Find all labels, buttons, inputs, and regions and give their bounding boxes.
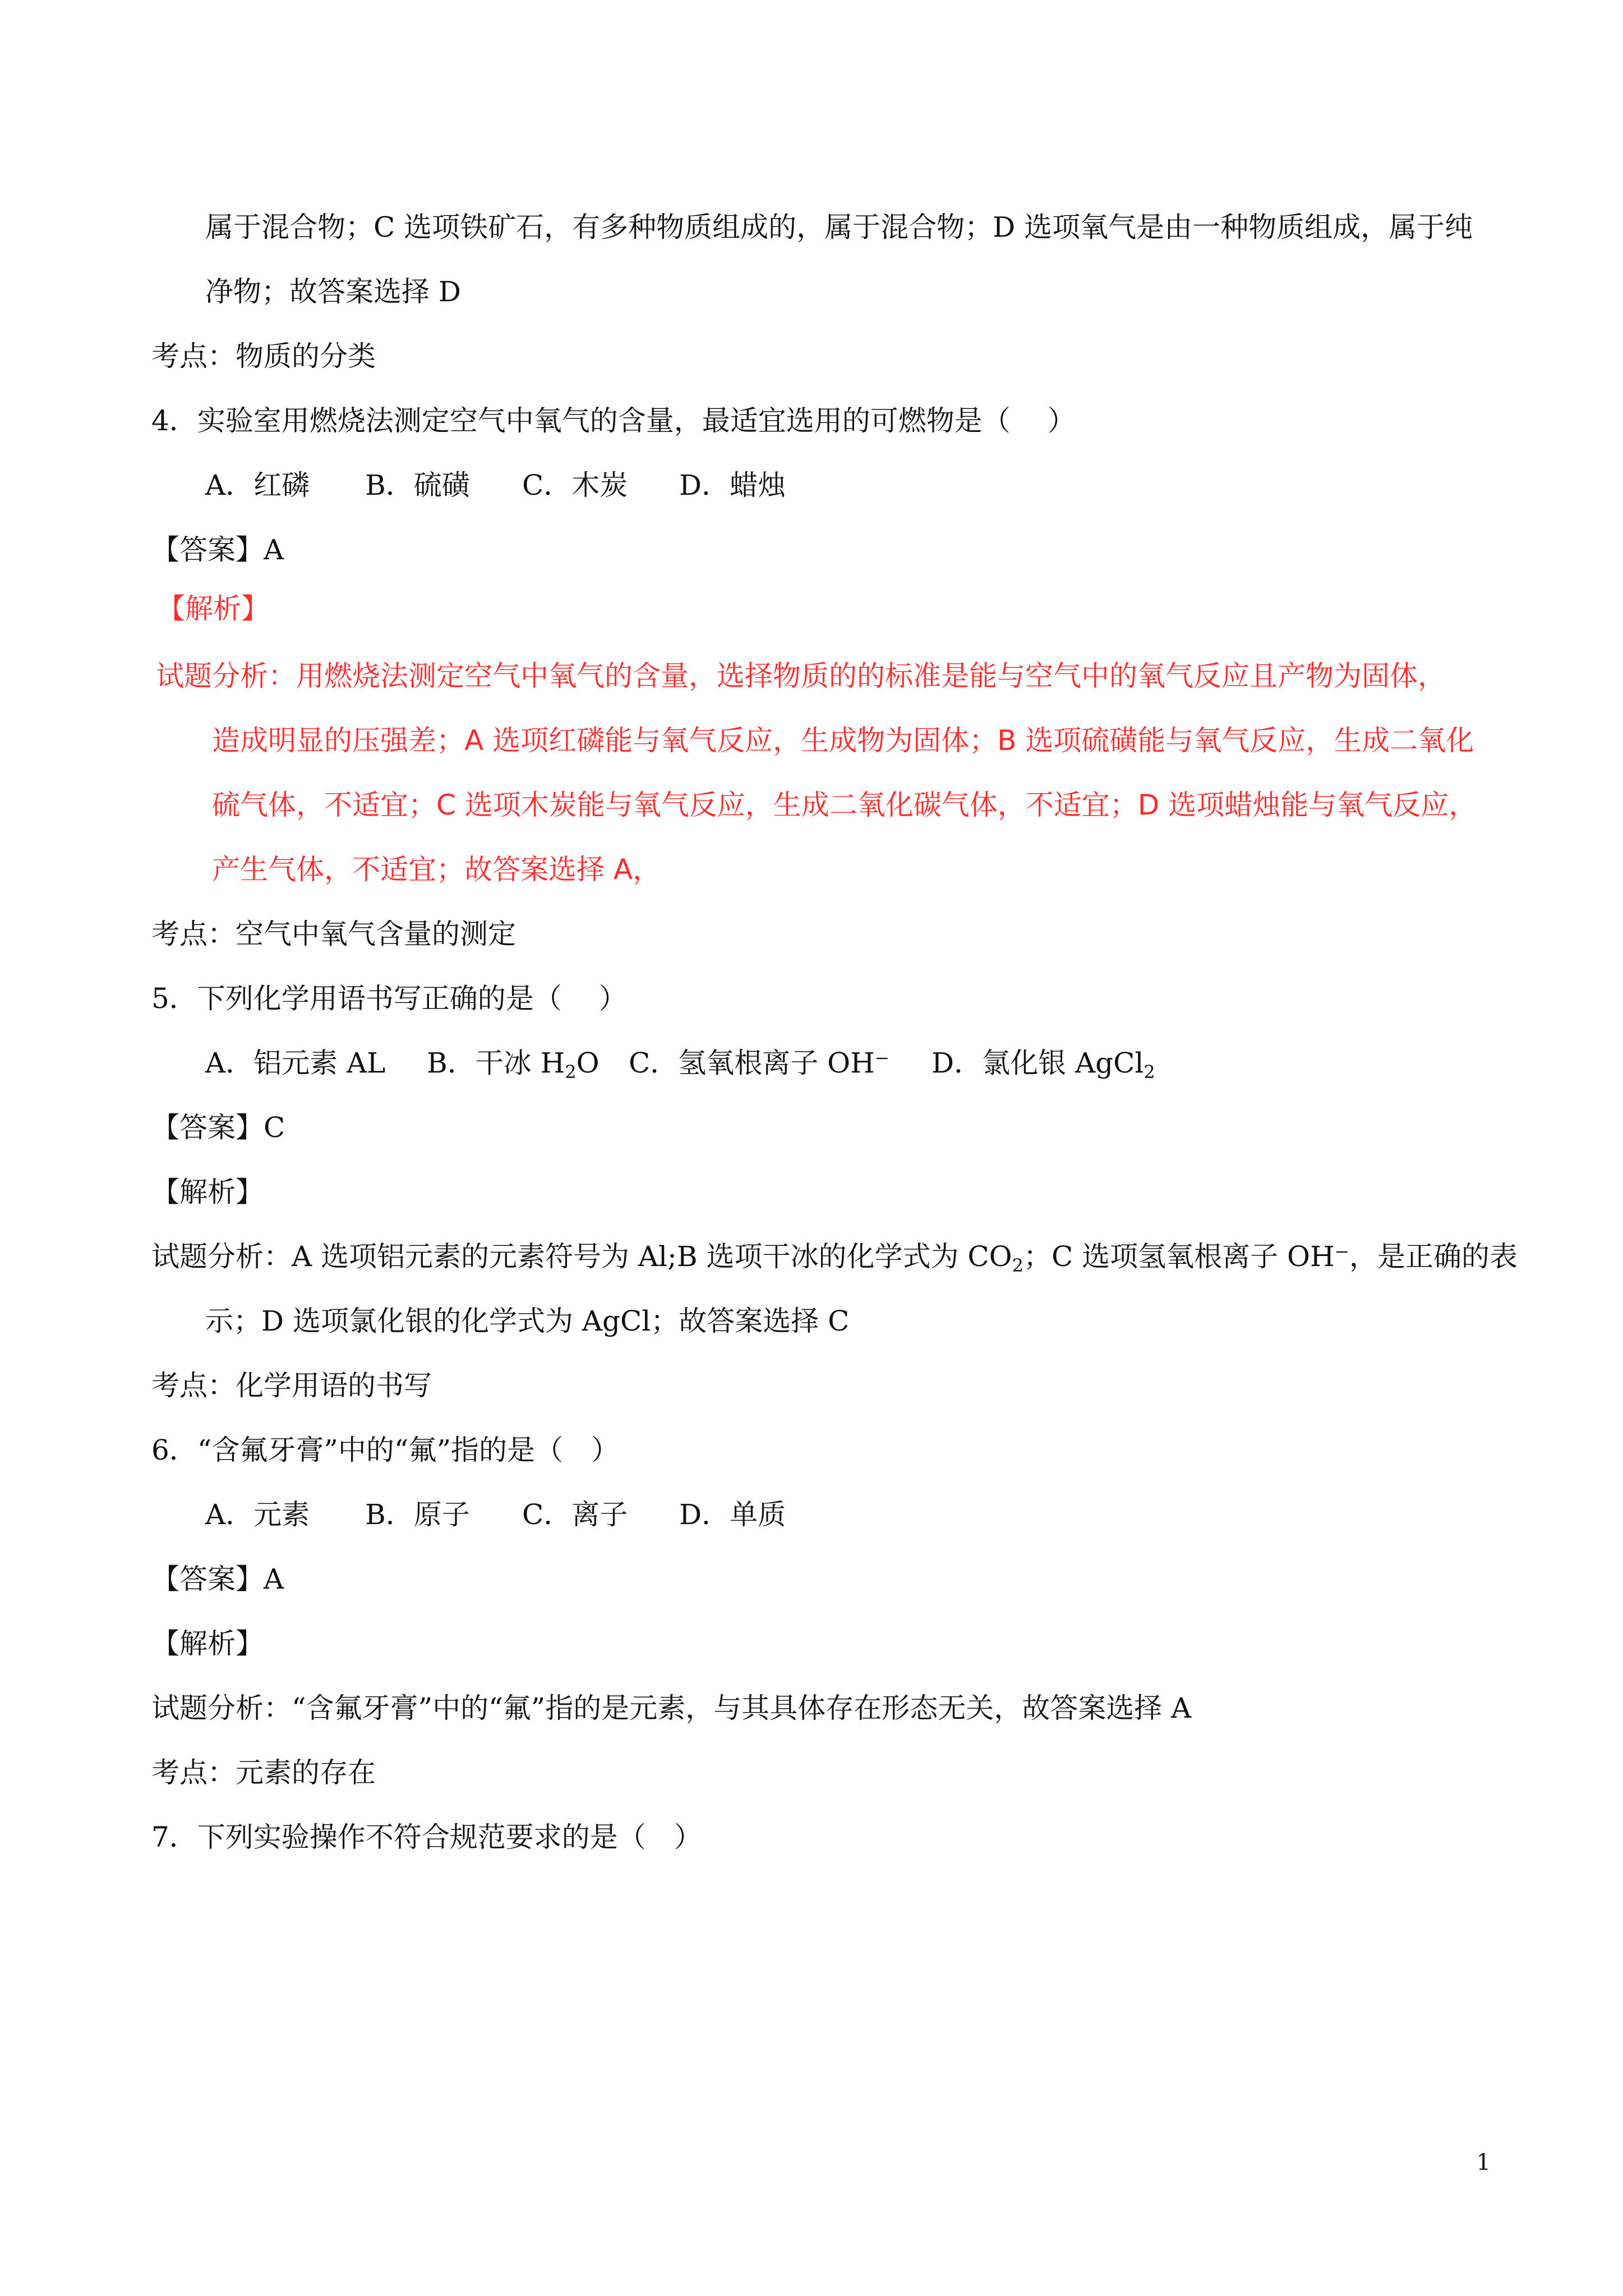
q5-kaodian: 考点：化学用语的书写 — [151, 1369, 432, 1402]
q5-option-b: B．干冰 $H_2O$ — [427, 1047, 600, 1083]
q6-option-c: C．离子 — [522, 1498, 628, 1531]
q4-option-c: C．木炭 — [522, 469, 628, 501]
q5-options — [205, 1043, 1155, 1083]
q6-question: 6．“含氟牙膏”中的“氟”指的是（ ） — [151, 1434, 620, 1466]
q5-option-c: C．氢氧根离子 OH⁻ — [629, 1047, 890, 1079]
q4-options — [205, 466, 786, 505]
q4-option-a: A．红磷 — [205, 469, 310, 501]
q4-analysis-line-1: 试题分析：用燃烧法测定空气中氧气的含量，选择物质的的标准是能与空气中的氧气反应且产物为固体， — [156, 660, 1446, 692]
q6-analysis-label: 【解析】 — [151, 1627, 264, 1660]
q6-option-a: A．元素 — [205, 1498, 310, 1531]
q5-analysis-line-1: 试题分析：A 选项铝元素的元素符号为 Al;B 选项干冰的化学式为 $CO_2$；C 选项氢氧根离子 OH⁻，是正确的表 — [151, 1240, 1518, 1276]
page-number: 1 — [1476, 2150, 1491, 2175]
q6-options — [205, 1495, 786, 1534]
q4-analysis-label: 【解析】 — [157, 592, 269, 625]
prev-explanation-line-2: 净物；故答案选择 D — [205, 275, 461, 308]
q6-answer: 【答案】A — [151, 1563, 284, 1595]
q5-question: 5．下列化学用语书写正确的是（ ） — [151, 982, 627, 1015]
q6-option-b: B．原子 — [365, 1498, 470, 1531]
q6-option-d: D．单质 — [679, 1498, 786, 1531]
q4-kaodian: 考点：空气中氧气含量的测定 — [151, 918, 516, 950]
q4-analysis-line-4: 产生气体，不适宜；故答案选择 A， — [212, 853, 661, 886]
q4-analysis-line-3: 硫气体，不适宜；C 选项木炭能与氧气反应，生成二氧化碳气体，不适宜；D 选项蜡烛能与氧气反应， — [212, 789, 1477, 821]
q4-answer: 【答案】A — [151, 533, 284, 566]
q7-question: 7．下列实验操作不符合规范要求的是（ ） — [151, 1821, 702, 1853]
q4-question: 4．实验室用燃烧法测定空气中氧气的含量，最适宜选用的可燃物是（ ） — [151, 404, 1076, 437]
prev-explanation-line-1: 属于混合物；C 选项铁矿石，有多种物质组成的，属于混合物；D 选项氧气是由一种物质组成，属于纯 — [205, 211, 1473, 243]
q4-analysis-line-2: 造成明显的压强差；A 选项红磷能与氧气反应，生成物为固体；B 选项硫磺能与氧气反应，生成二氧化 — [212, 724, 1474, 757]
q4-option-b: B．硫磺 — [365, 469, 470, 501]
q3-kaodian: 考点：物质的分类 — [151, 340, 376, 372]
q6-kaodian: 考点：元素的存在 — [151, 1756, 376, 1789]
q5-option-d: D．氯化银 AgCl$_2$ — [932, 1047, 1155, 1083]
q5-answer: 【答案】C — [151, 1111, 285, 1144]
q5-analysis-label: 【解析】 — [151, 1176, 264, 1208]
q5-analysis-line-2: 示；D 选项氯化银的化学式为 AgCl；故答案选择 C — [205, 1305, 850, 1337]
q6-analysis: 试题分析：“含氟牙膏”中的“氟”指的是元素，与其具体存在形态无关，故答案选择 A — [151, 1692, 1192, 1724]
q4-option-d: D．蜡烛 — [679, 469, 786, 501]
q5-option-a: A．铝元素 AL — [205, 1047, 386, 1079]
